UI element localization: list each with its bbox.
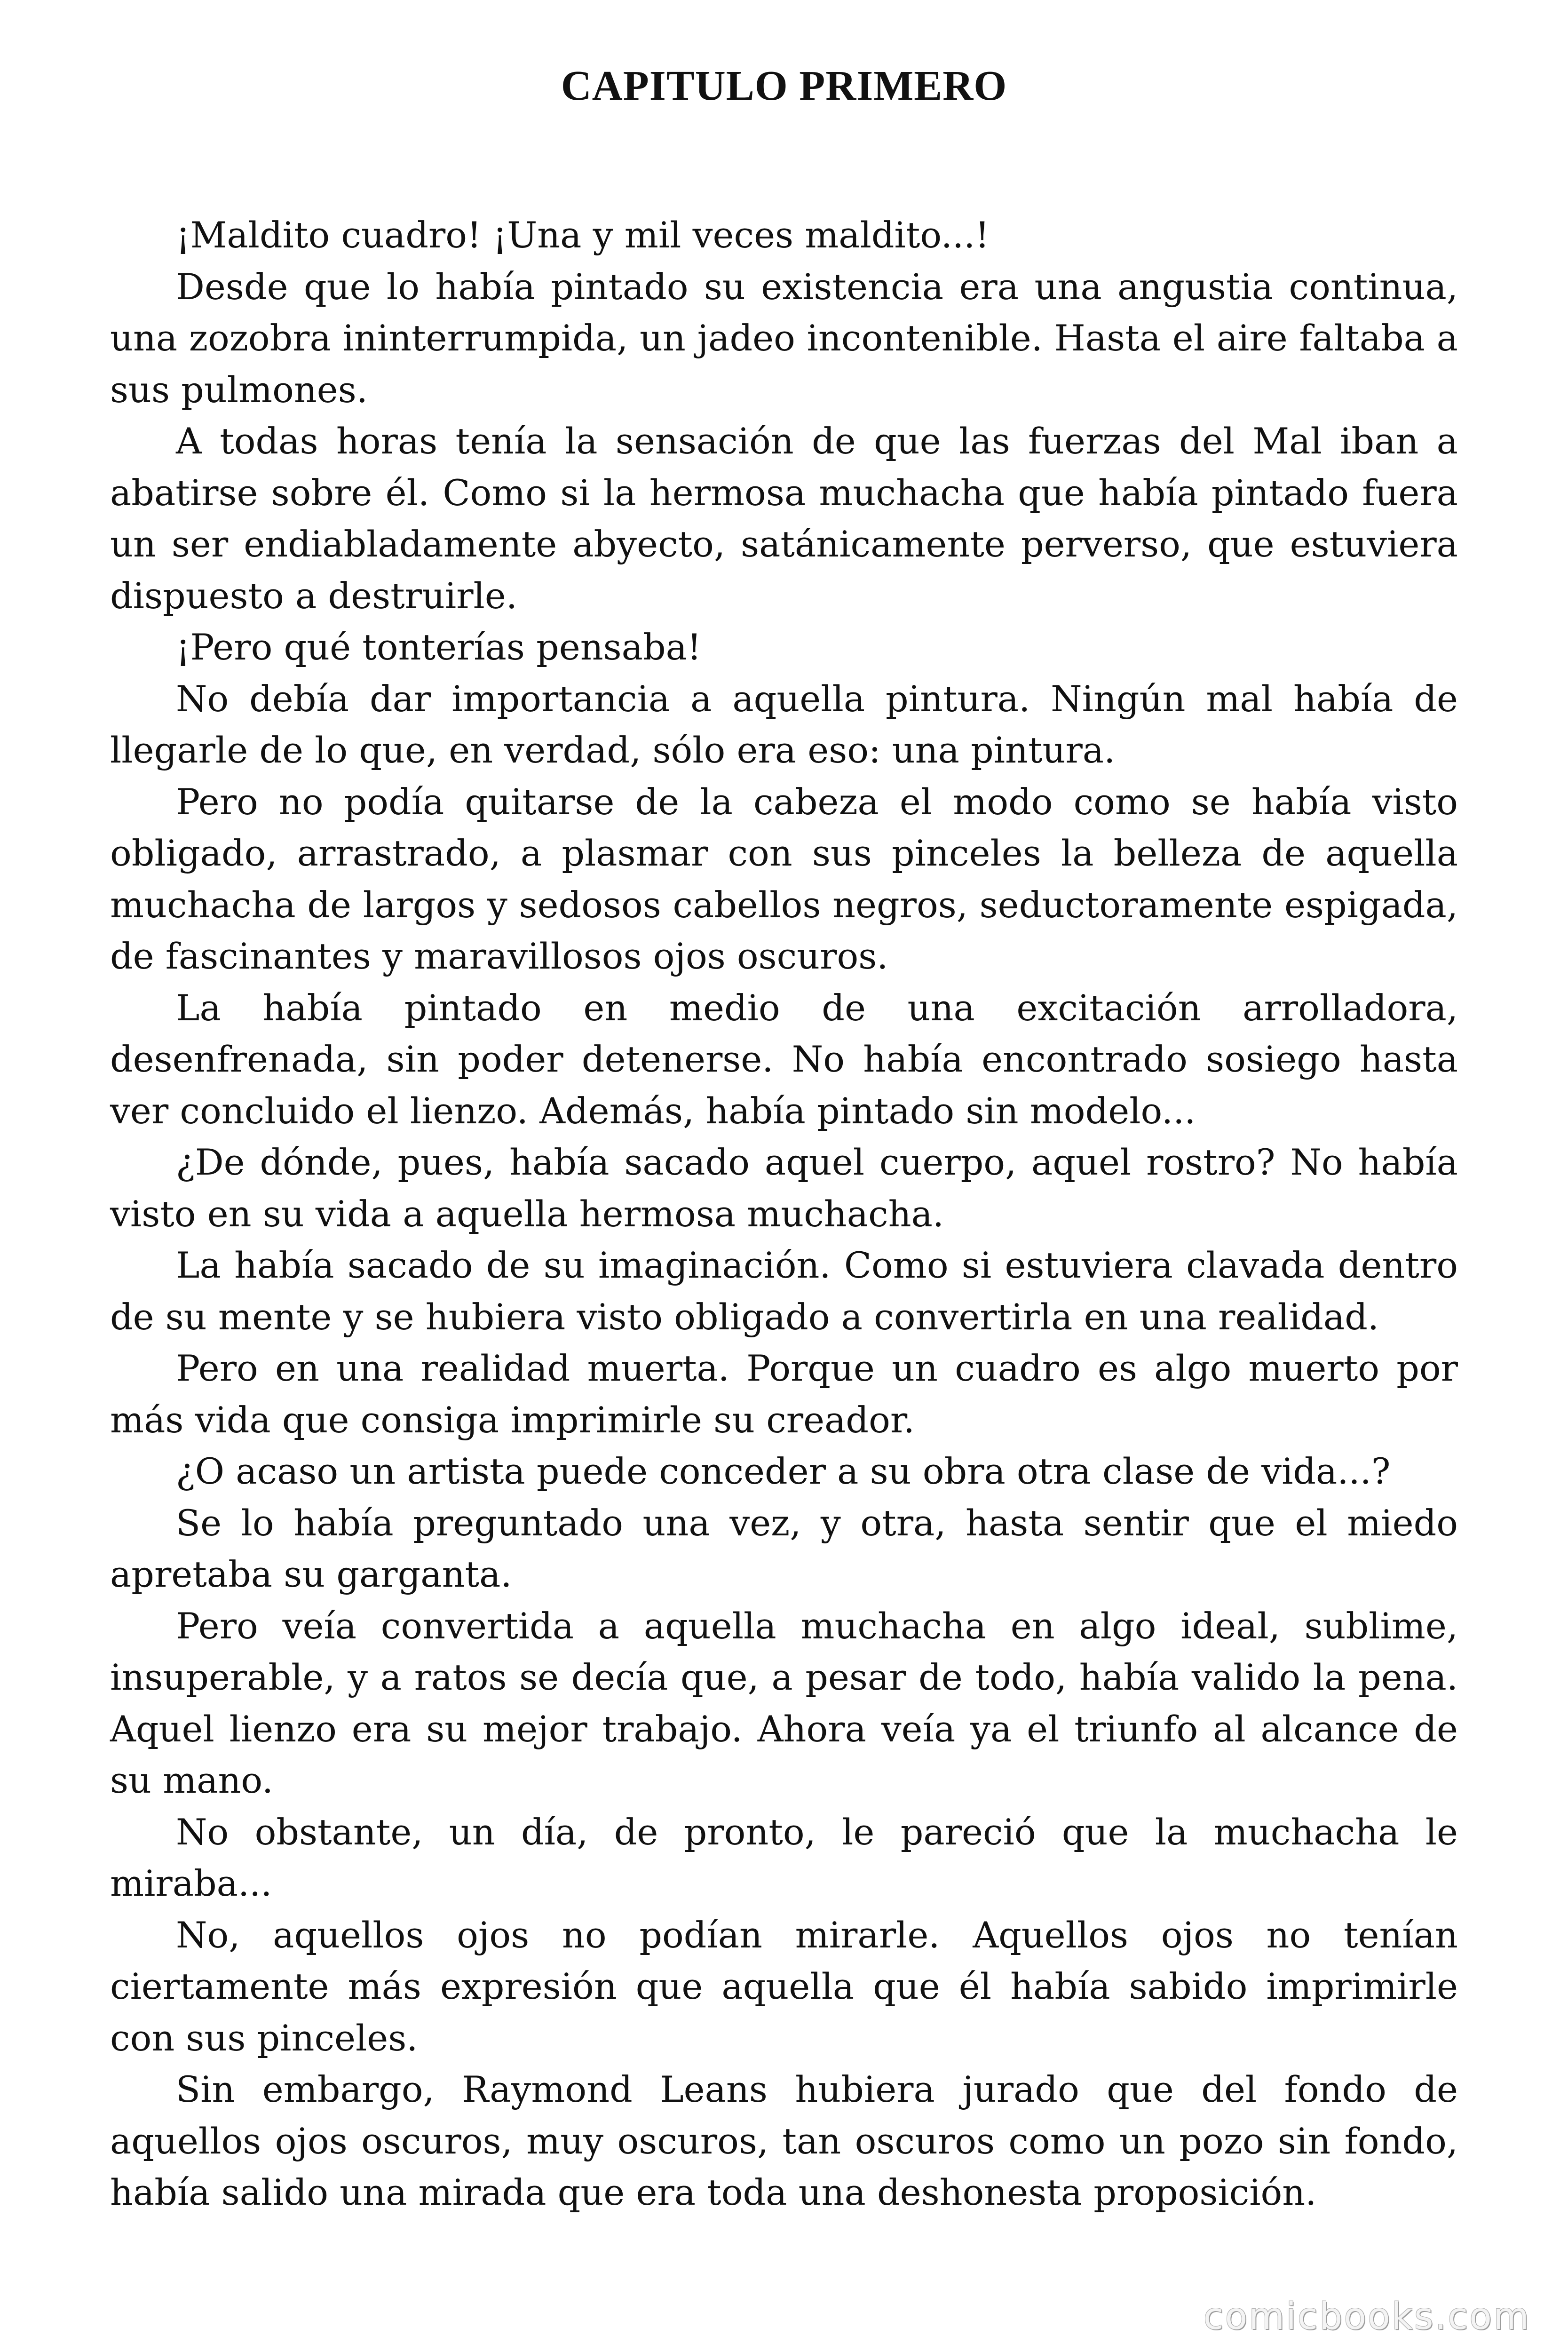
paragraph: Pero no podía quitarse de la cabeza el modo como se había visto obligado, arrastrado, a plasmar con sus pinceles la belleza de aquella muchacha de largos y sedosos cabellos negros, seductoramente espigada, de fascinantes y maravillosos ojos oscuros.: [110, 780, 1458, 977]
paragraph: La había pintado en medio de una excitación arrolladora, desenfrenada, sin poder detenerse. No había encontrado sosiego hasta ver concluido el lienzo. Además, había pintado sin modelo...: [110, 986, 1458, 1132]
paragraph: No, aquellos ojos no podían mirarle. Aquellos ojos no tenían ciertamente más expresión que aquella que él había sabido imprimirle con sus pinceles.: [110, 1914, 1458, 2059]
chapter-body: [110, 209, 1458, 2218]
paragraph: ¡Maldito cuadro! ¡Una y mil veces maldito...!: [176, 214, 990, 256]
paragraph: ¿O acaso un artista puede conceder a su obra otra clase de vida...?: [176, 1450, 1391, 1492]
paragraph: A todas horas tenía la sensación de que las fuerzas del Mal iban a abatirse sobre él. Como si la hermosa muchacha que había pintado fuera un ser endiabladamente abyecto, satánicamente perverso, que estuviera dispuesto a destruirle.: [110, 420, 1458, 617]
paragraph: Pero en una realidad muerta. Porque un cuadro es algo muerto por más vida que consiga imprimirle su creador.: [110, 1347, 1458, 1441]
paragraph: No obstante, un día, de pronto, le pareció que la muchacha le miraba...: [110, 1811, 1458, 1904]
paragraph: Se lo había preguntado una vez, y otra, hasta sentir que el miedo apretaba su garganta.: [110, 1502, 1458, 1595]
paragraph: Sin embargo, Raymond Leans hubiera jurado que del fondo de aquellos ojos oscuros, muy oscuros, tan oscuros como un pozo sin fondo, había salido una mirada que era toda una deshonesta proposición.: [110, 2068, 1458, 2213]
paragraph: No debía dar importancia a aquella pintura. Ningún mal había de llegarle de lo que, en verdad, sólo era eso: una pintura.: [110, 677, 1458, 771]
paragraph: ¿De dónde, pues, había sacado aquel cuerpo, aquel rostro? No había visto en su vida a aquella hermosa muchacha.: [110, 1141, 1458, 1235]
paragraph: Pero veía convertida a aquella muchacha en algo ideal, sublime, insuperable, y a ratos se decía que, a pesar de todo, había valido la pena. Aquel lienzo era su mejor trabajo. Ahora veía ya el triunfo al alcance de su mano.: [110, 1605, 1458, 1801]
watermark: comicbooks.com: [1203, 2296, 1530, 2338]
paragraph: La había sacado de su imaginación. Como si estuviera clavada dentro de su mente y se hubiera visto obligado a convertirla en una realidad.: [110, 1244, 1458, 1338]
paragraph: Desde que lo había pintado su existencia era una angustia continua, una zozobra ininterrumpida, un jadeo incontenible. Hasta el aire faltaba a sus pulmones.: [110, 265, 1458, 411]
chapter-title: CAPITULO PRIMERO: [561, 63, 1007, 109]
paragraph: ¡Pero qué tonterías pensaba!: [176, 626, 702, 668]
